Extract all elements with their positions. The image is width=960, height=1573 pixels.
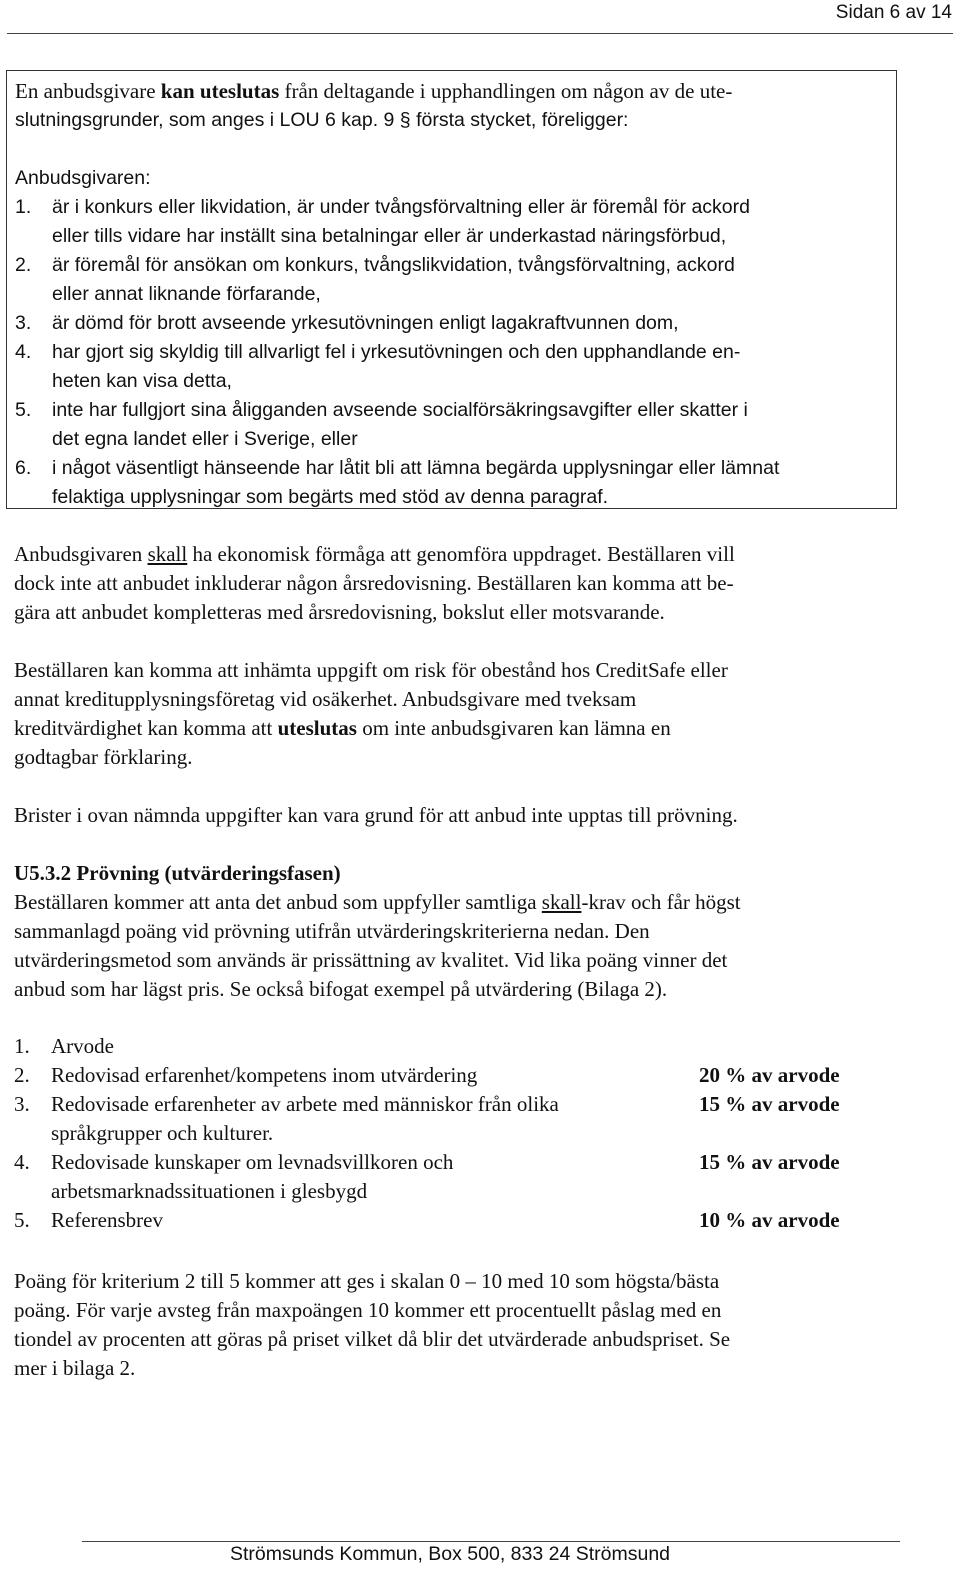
criteria-weight bbox=[699, 1032, 894, 1061]
credit-paragraph: Beställaren kan komma att inhämta uppgift om risk för obestånd hos CreditSafe eller annat kreditupplysningsföretag vid osäkerhet. Anbudsgivare med tveksam kreditvärdighet kan komma att uteslutas om inte anbudsgivaren kan lämna en godtagbar förklaring. bbox=[14, 658, 728, 769]
list-text: i något väsentligt hänseende har låtit bli att lämna begärda upplysningar eller lämnat felaktiga upplysningar som begärts med stöd av denna paragraf. bbox=[52, 457, 780, 508]
exclusion-intro-line-1 bbox=[15, 77, 888, 106]
exclusion-intro-line-2: slutningsgrunder, som anges i LOU 6 kap. 9 § första stycket, föreligger: bbox=[15, 109, 629, 131]
intro-text: En anbudsgivare bbox=[15, 79, 161, 103]
list-number: 1. bbox=[15, 196, 32, 218]
list-number: 2. bbox=[15, 254, 32, 276]
list-item bbox=[15, 251, 888, 309]
list-text: har gjort sig skyldig till allvarligt fel i yrkesutövningen och den upphandlande en- heten kan visa detta, bbox=[52, 341, 741, 392]
criteria-weight: 15 % av arvode bbox=[699, 1150, 840, 1174]
list-item bbox=[15, 193, 888, 251]
intro-bold-text: kan uteslutas bbox=[160, 79, 280, 103]
criteria-row: 3. Redovisade erfarenheter av arbete med människor från olika språkgrupper och kulturer. 15 % av arvode bbox=[14, 1090, 894, 1148]
list-number: 5. bbox=[15, 399, 32, 421]
list-text: är dömd för brott avseende yrkesutövningen enligt lagakraftvunnen dom, bbox=[52, 312, 679, 334]
footer-address: Strömsunds Kommun, Box 500, 833 24 Strömsund bbox=[229, 1543, 671, 1565]
criteria-row: 2. Redovisad erfarenhet/kompetens inom utvärdering 20 % av arvode bbox=[14, 1061, 894, 1090]
criteria-weight: 10 % av arvode bbox=[699, 1208, 840, 1232]
exclusion-subject: Anbudsgivaren: bbox=[15, 167, 151, 189]
exclusion-list bbox=[15, 193, 888, 512]
page-header bbox=[0, 0, 960, 40]
underlined-skall: skall bbox=[147, 542, 188, 566]
section-heading: U5.3.2 Prövning (utvärderingsfasen) bbox=[14, 861, 341, 885]
criteria-weight: 15 % av arvode bbox=[699, 1092, 840, 1116]
economy-paragraph: Anbudsgivaren skall ha ekonomisk förmåga att genomföra uppdraget. Beställaren vill dock inte att anbudet inkluderar någon årsredovisning. Beställaren kan komma att be- gära att anbudet kompletteras med årsredovisning, bokslut eller motsvarande. bbox=[14, 542, 735, 624]
list-item bbox=[15, 454, 888, 512]
criteria-list bbox=[14, 1032, 894, 1235]
scoring-paragraph: Poäng för kriterium 2 till 5 kommer att ges i skalan 0 – 10 med 10 som högsta/bästa poäng. För varje avsteg från maxpoängen 10 kommer ett procentuellt påslag med en tiondel av procenten att göras på priset vilket då blir det utvärderade anbudspriset. Se mer i bilaga 2. bbox=[14, 1269, 731, 1380]
deficiency-paragraph: Brister i ovan nämnda uppgifter kan vara grund för att anbud inte upptas till prövning. bbox=[14, 803, 738, 827]
exclusion-criteria-box bbox=[6, 70, 897, 509]
list-item bbox=[15, 396, 888, 454]
underlined-skall: skall bbox=[541, 890, 582, 914]
list-item bbox=[15, 338, 888, 396]
criteria-row: 5. Referensbrev 10 % av arvode bbox=[14, 1206, 894, 1235]
list-number: 6. bbox=[15, 457, 32, 479]
evaluation-section: U5.3.2 Prövning (utvärderingsfasen) Beställaren kommer att anta det anbud som uppfyller samtliga skall-krav och får högst sammanlagd poäng vid prövning utifrån utvärderingskriterierna nedan. Den utvärderingsmetod som används är prissättning av kvalitet. Vid lika poäng vinner det anbud som har lägst pris. Se också bifogat exempel på utvärdering (Bilaga 2). bbox=[14, 859, 894, 1004]
criteria-weight: 20 % av arvode bbox=[699, 1063, 840, 1087]
list-number: 3. bbox=[15, 312, 32, 334]
list-number: 4. bbox=[15, 341, 32, 363]
list-text: är i konkurs eller likvidation, är under tvångsförvaltning eller är föremål för ackord eller tills vidare har inställt sina betalningar eller är underkastad näringsförbud, bbox=[52, 196, 750, 247]
page-number: Sidan 6 av 14 bbox=[835, 2, 952, 23]
bold-uteslutas: uteslutas bbox=[277, 716, 357, 740]
criteria-row: 4. Redovisade kunskaper om levnadsvillkoren och arbetsmarknadssituationen i glesbygd 15 % av arvode bbox=[14, 1148, 894, 1206]
footer-divider bbox=[82, 1541, 900, 1542]
list-text: är föremål för ansökan om konkurs, tvångslikvidation, tvångsförvaltning, ackord eller annat liknande förfarande, bbox=[52, 254, 735, 305]
list-text: inte har fullgjort sina åligganden avseende socialförsäkringsavgifter eller skatter i det egna landet eller i Sverige, eller bbox=[52, 399, 748, 450]
intro-text-continued: från deltagande i upphandlingen om någon av de ute- bbox=[279, 79, 733, 103]
list-item bbox=[15, 309, 888, 338]
header-divider bbox=[7, 33, 953, 34]
criteria-row: 1. Arvode bbox=[14, 1032, 894, 1061]
